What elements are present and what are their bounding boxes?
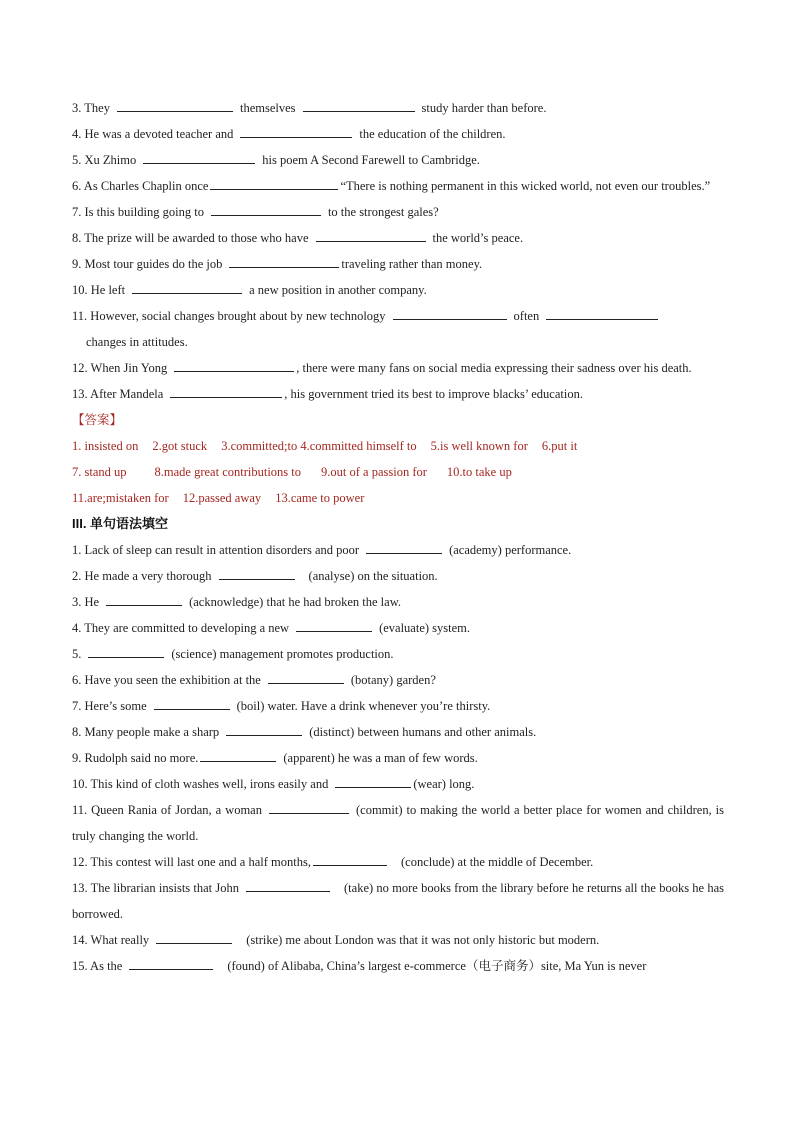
question-2-9 (72, 254, 724, 280)
question-text: 3. They (72, 101, 110, 115)
question-text: (commit) to making the world a better place for women and children, is truly changing the world. (72, 803, 725, 843)
answer-blank[interactable] (200, 748, 276, 762)
question-text: , there were many fans on social media expressing their sadness over his death. (296, 361, 692, 375)
answer-item: 7. stand up (72, 465, 127, 479)
question-text: , his government tried its best to improve blacks’ education. (284, 387, 583, 401)
answer-blank[interactable] (335, 774, 411, 788)
question-text: (academy) performance. (449, 543, 572, 557)
answer-blank[interactable] (246, 878, 330, 892)
question-text: (botany) garden? (350, 673, 436, 687)
answer-blank[interactable] (546, 306, 658, 320)
question-text: 8. Many people make a sharp (72, 725, 220, 739)
question-3-2 (72, 566, 724, 592)
answer-blank[interactable] (303, 98, 415, 112)
answer-blank[interactable] (132, 280, 242, 294)
question-2-10 (72, 280, 724, 306)
question-text: (science) management promotes production. (171, 647, 394, 661)
answer-blank[interactable] (393, 306, 507, 320)
question-text: (wear) long. (413, 777, 475, 791)
question-text: 1. Lack of sleep can result in attention disorders and poor (72, 543, 360, 557)
answer-blank[interactable] (88, 644, 164, 658)
answer-item: 2.got stuck (152, 439, 208, 453)
answer-blank[interactable] (296, 618, 372, 632)
question-text: (conclude) at the middle of December. (400, 855, 594, 869)
answer-blank[interactable] (143, 150, 255, 164)
answer-blank[interactable] (210, 176, 338, 190)
answer-item: 10.to take up (446, 465, 512, 479)
question-text: 11. Queen Rania of Jordan, a woman (72, 803, 262, 817)
question-text: to the strongest gales? (327, 205, 439, 219)
question-text: study harder than before. (421, 101, 547, 115)
answer-item: 11.are;mistaken for (72, 491, 169, 505)
section-heading: III. 单句语法填空 (72, 516, 169, 531)
question-text: (distinct) between humans and other animals. (309, 725, 537, 739)
question-2-8 (72, 228, 724, 254)
question-text: 12. This contest will last one and a half months, (72, 855, 311, 869)
question-text: (strike) me about London was that it was not only historic but modern. (246, 933, 600, 947)
question-text: 10. This kind of cloth washes well, irons easily and (72, 777, 329, 791)
question-text: the world’s peace. (432, 231, 524, 245)
answer-item: 1. insisted on (72, 439, 139, 453)
question-text: (analyse) on the situation. (308, 569, 438, 583)
question-3-14 (72, 930, 724, 956)
answer-blank[interactable] (226, 722, 302, 736)
question-text: a new position in another company. (249, 283, 427, 297)
question-text: changes in attitudes. (86, 335, 188, 349)
question-text: 14. What really (72, 933, 150, 947)
question-text: 9. Most tour guides do the job (72, 257, 223, 271)
answer-blank[interactable] (156, 930, 232, 944)
answer-blank[interactable] (106, 592, 182, 606)
question-2-4 (72, 124, 724, 150)
question-3-13 (72, 875, 724, 927)
answer-blank[interactable] (229, 254, 339, 268)
question-3-3 (72, 592, 724, 618)
question-2-6 (72, 173, 724, 199)
question-text: 6. Have you seen the exhibition at the (72, 673, 261, 687)
question-text: 5. Xu Zhimo (72, 153, 137, 167)
answer-item: 13.came to power (275, 491, 365, 505)
answer-item: 5.is well known for (430, 439, 528, 453)
answer-blank[interactable] (174, 358, 294, 372)
answer-blank[interactable] (219, 566, 295, 580)
document-page (72, 98, 724, 982)
question-3-5 (72, 644, 724, 670)
question-3-7 (72, 696, 724, 722)
question-text: 6. As Charles Chaplin once (72, 179, 209, 193)
question-text: (acknowledge) that he had broken the law. (189, 595, 402, 609)
question-text: 13. After Mandela (72, 387, 164, 401)
question-text: (boil) water. Have a drink whenever you’re thirsty. (236, 699, 491, 713)
answer-label: 【答案】 (72, 413, 123, 427)
answer-blank[interactable] (366, 540, 442, 554)
answer-blank[interactable] (316, 228, 426, 242)
question-text: 10. He left (72, 283, 126, 297)
answer-line-3 (72, 488, 724, 514)
answer-blank[interactable] (154, 696, 230, 710)
answer-blank[interactable] (117, 98, 233, 112)
question-2-13 (72, 384, 724, 410)
question-text: 11. However, social changes brought about by new technology (72, 309, 386, 323)
question-text: (apparent) he was a man of few words. (283, 751, 478, 765)
question-3-4 (72, 618, 724, 644)
question-text: traveling rather than money. (341, 257, 483, 271)
answer-line-2 (72, 462, 724, 488)
answer-line-1 (72, 436, 724, 462)
question-3-8 (72, 722, 724, 748)
answer-blank[interactable] (170, 384, 282, 398)
answer-item: 6.put it (541, 439, 578, 453)
answer-item: 8.made great contributions to (154, 465, 302, 479)
answer-item: 12.passed away (182, 491, 262, 505)
question-2-7 (72, 202, 724, 228)
question-3-9 (72, 748, 724, 774)
answer-blank[interactable] (129, 956, 213, 970)
question-3-1 (72, 540, 724, 566)
question-text: 7. Here’s some (72, 699, 147, 713)
answer-blank[interactable] (240, 124, 352, 138)
question-2-11 (72, 306, 724, 332)
question-text: 13. The librarian insists that John (72, 881, 240, 895)
question-text: (evaluate) system. (379, 621, 471, 635)
question-text: 9. Rudolph said no more. (72, 751, 199, 765)
question-text: 2. He made a very thorough (72, 569, 212, 583)
question-text: his poem A Second Farewell to Cambridge. (262, 153, 480, 167)
question-3-15 (72, 956, 724, 982)
question-text: 4. They are committed to developing a new (72, 621, 290, 635)
answer-blank[interactable] (268, 670, 344, 684)
answer-blank[interactable] (211, 202, 321, 216)
question-text: themselves (239, 101, 296, 115)
question-3-6 (72, 670, 724, 696)
question-text: 7. Is this building going to (72, 205, 204, 219)
question-text: 4. He was a devoted teacher and (72, 127, 234, 141)
question-text: 15. As the (72, 959, 123, 973)
question-text: 3. He (72, 595, 100, 609)
question-text: “There is nothing permanent in this wicked world, not even our troubles.” (340, 179, 711, 193)
question-text: 5. (72, 647, 82, 661)
question-text: the education of the children. (359, 127, 506, 141)
answer-item: 3.committed;to 4.committed himself to (221, 439, 417, 453)
question-text: 8. The prize will be awarded to those who have (72, 231, 309, 245)
question-text: 12. When Jin Yong (72, 361, 168, 375)
question-text: (take) no more books from the library before he returns all the books he has borrowed. (72, 881, 725, 921)
question-2-12 (72, 355, 724, 381)
question-text: (found) of Alibaba, China’s largest e-commerce（电子商务）site, Ma Yun is never (227, 959, 647, 973)
answer-blank[interactable] (269, 800, 349, 814)
answer-item: 9.out of a passion for (321, 465, 427, 479)
answer-blank[interactable] (313, 852, 387, 866)
question-3-11 (72, 797, 724, 849)
question-2-3 (72, 98, 724, 124)
question-text: often (513, 309, 540, 323)
